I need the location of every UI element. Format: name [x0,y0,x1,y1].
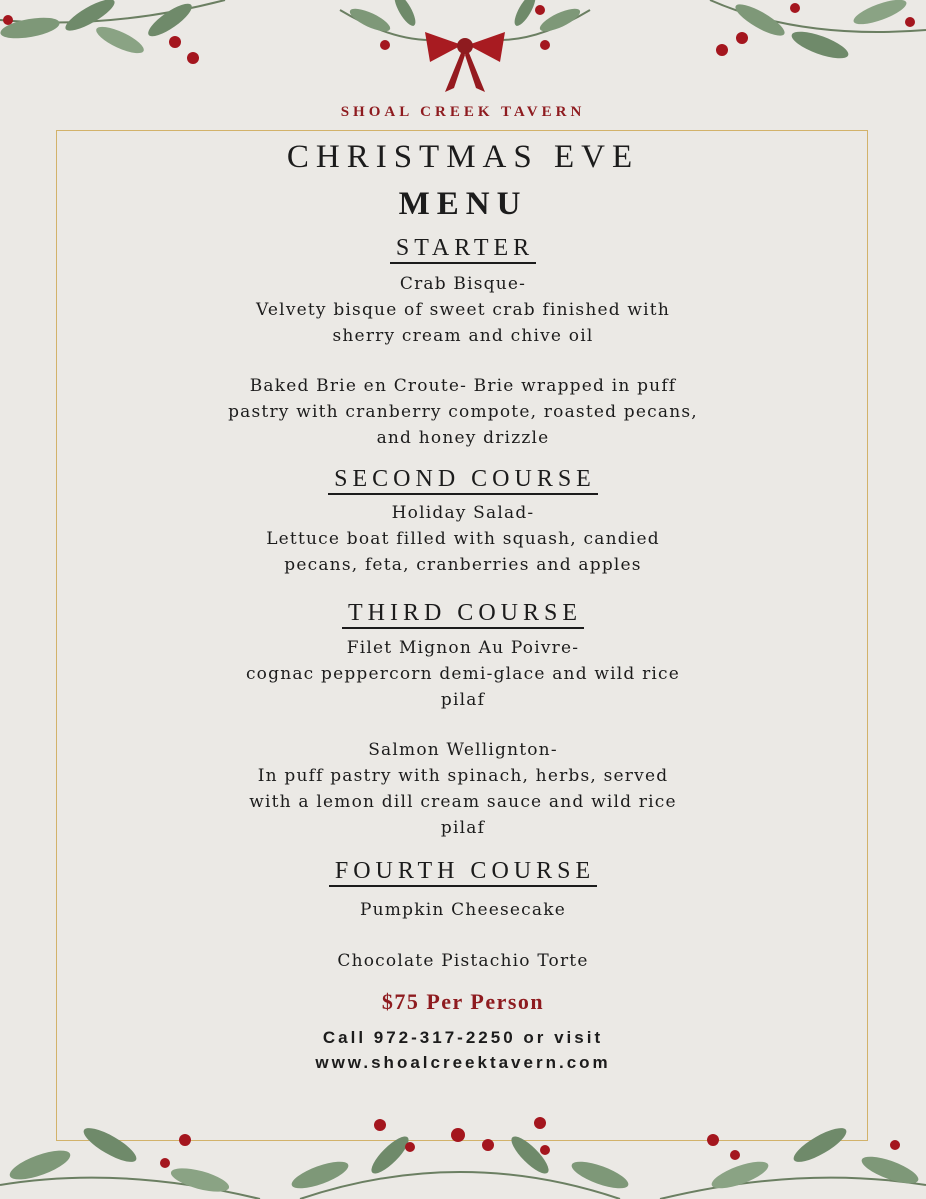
item-line: pecans, feta, cranberries and apples [284,555,642,575]
item-line: Velvety bisque of sweet crab finished with [256,300,670,320]
item-line: Salmon Wellignton- [368,740,558,760]
item-line: cognac peppercorn demi-glace and wild rice [245,664,681,684]
menu-title-line-1: CHRISTMAS EVE [286,139,640,175]
menu-item-filet-mignon [0,635,926,713]
item-line: pilaf [440,690,486,710]
item-line: Filet Mignon Au Poivre- [346,638,580,658]
top-left-foliage-icon [0,0,230,70]
top-right-foliage-icon [700,0,926,80]
section-heading-starter [0,235,926,262]
menu-item-salmon-wellington [0,737,926,841]
menu-title-line-2: MENU [398,186,528,222]
heading-text: FOURTH COURSE [329,858,597,887]
item-line: Crab Bisque- [399,274,527,294]
contact-phone: Call 972-317-2250 or visit [322,1028,604,1047]
section-heading-fourth-course [0,858,926,885]
section-heading-third-course [0,600,926,627]
contact-website[interactable]: www.shoalcreektavern.com [315,1053,611,1072]
item-line: Lettuce boat filled with squash, candied [266,529,660,549]
restaurant-name: SHOAL CREEK TAVERN [340,104,586,120]
heading-text: SECOND COURSE [328,466,598,495]
item-line: In puff pastry with spinach, herbs, served [257,766,669,786]
menu-item-pumpkin-cheesecake: Pumpkin Cheesecake [360,900,566,920]
section-heading-second-course [0,466,926,493]
item-line: Baked Brie en Croute- Brie wrapped in puff [249,376,677,396]
menu-item-holiday-salad [0,500,926,578]
item-line: sherry cream and chive oil [332,326,594,346]
bottom-foliage-garland-icon [0,1105,926,1199]
item-line: pilaf [440,818,486,838]
top-center-bow-wreath-icon [330,0,600,100]
item-line: and honey drizzle [376,428,550,448]
heading-text: STARTER [390,235,536,264]
menu-item-baked-brie [0,373,926,451]
item-line: with a lemon dill cream sauce and wild rice [249,792,677,812]
menu-item-crab-bisque [0,271,926,349]
menu-item-chocolate-torte: Chocolate Pistachio Torte [337,951,589,971]
item-line: pastry with cranberry compote, roasted pecans, [228,402,698,422]
item-line: Holiday Salad- [391,503,535,523]
heading-text: THIRD COURSE [342,600,584,629]
price: $75 Per Person [381,989,545,1014]
